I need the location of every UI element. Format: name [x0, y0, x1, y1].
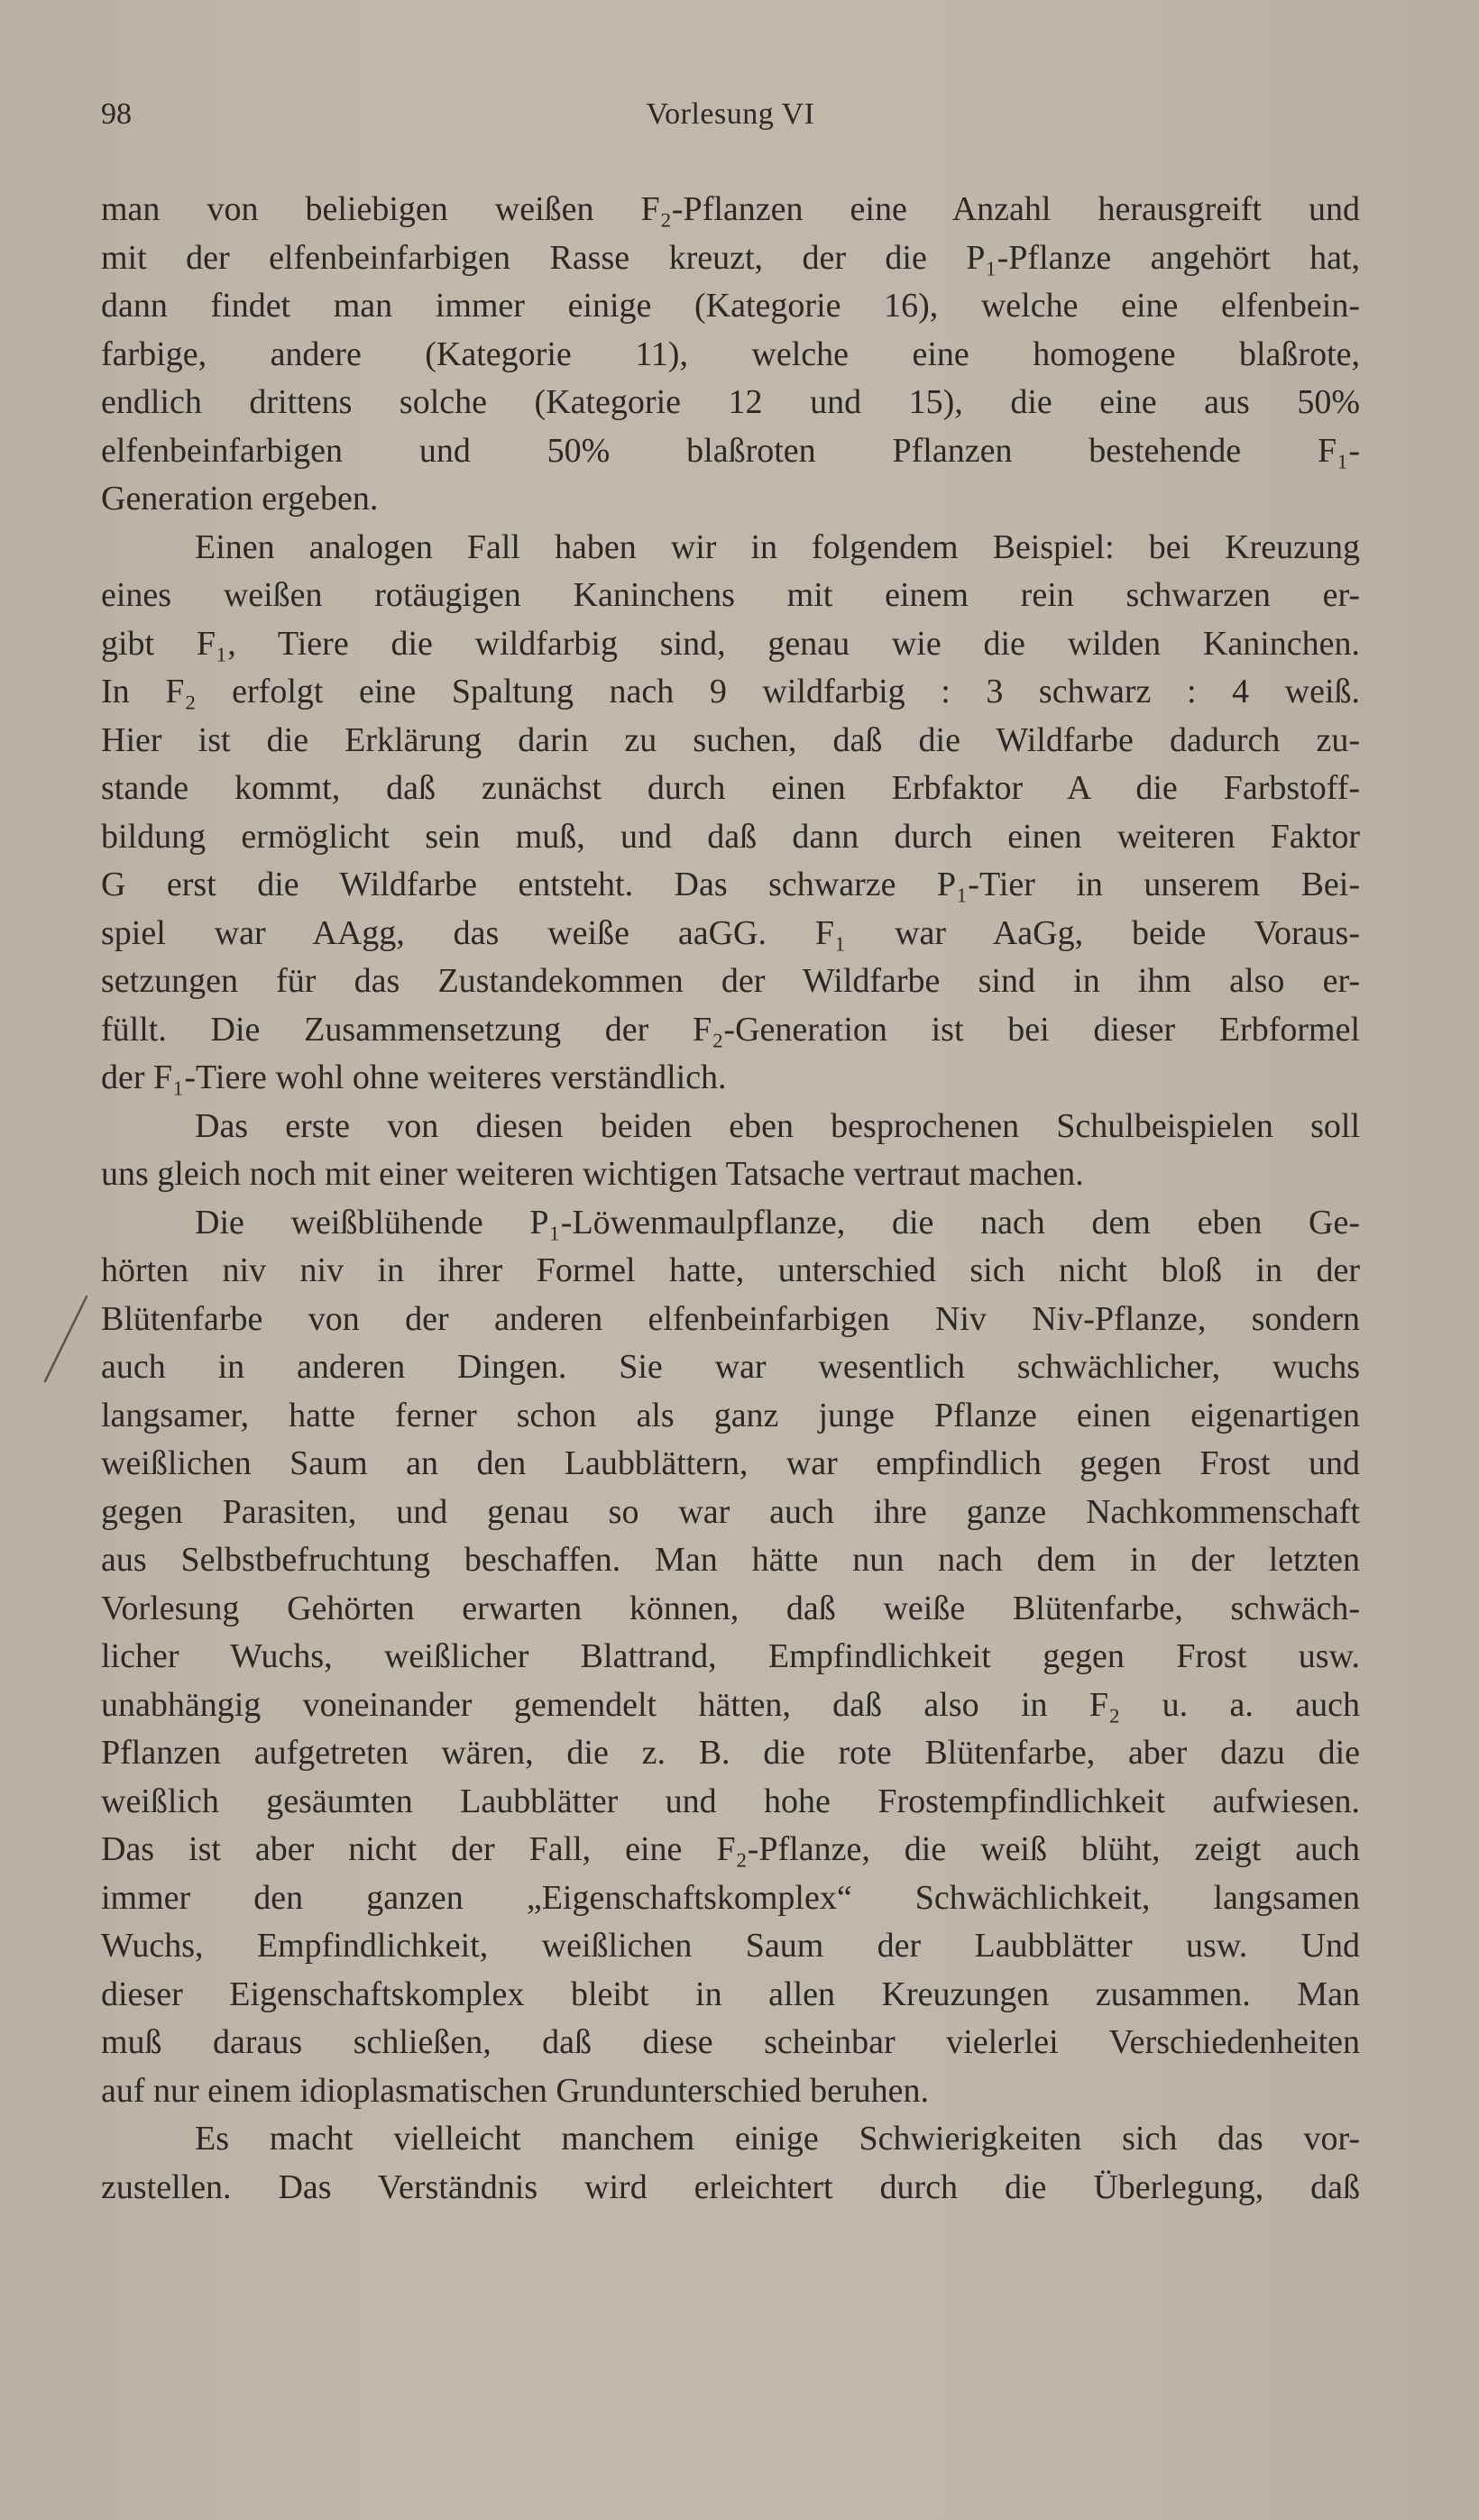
- text-line: weißlichen Saum an den Laubblättern, war empfindlich gegen Frost und: [101, 1444, 1360, 1482]
- text-line: Pflanzen aufgetreten wären, die z. B. die rote Blütenfarbe, aber dazu die: [101, 1734, 1360, 1772]
- text-line: man von beliebigen weißen F₂-Pflanzen eine Anzahl herausgreift und: [101, 190, 1360, 228]
- text-line: gibt F₁, Tiere die wildfarbig sind, genau wie die wilden Kaninchen.: [101, 624, 1360, 663]
- text-line: stande kommt, daß zunächst durch einen Erbfaktor A die Farbstoff-: [101, 769, 1360, 807]
- text-line: hörten niv niv in ihrer Formel hatte, unterschied sich nicht bloß in der: [101, 1251, 1360, 1289]
- text-line: Wuchs, Empfindlichkeit, weißlichen Saum der Laubblätter usw. Und: [101, 1927, 1360, 1965]
- text-line: auf nur einem idioplasmatischen Grundunterschied beruhen.: [101, 2071, 930, 2110]
- paragraph-start-line: Es macht vielleicht manchem einige Schwierigkeiten sich das vor-: [195, 2120, 1360, 2158]
- text-line: elfenbeinfarbigen und 50% blaßroten Pflanzen bestehende F₁-: [101, 431, 1360, 470]
- text-line: In F₂ erfolgt eine Spaltung nach 9 wildfarbig : 3 schwarz : 4 weiß.: [101, 673, 1360, 710]
- text-line: Hier ist die Erklärung darin zu suchen, daß die Wildfarbe dadurch zu-: [101, 720, 1360, 759]
- text-line: immer den ganzen „Eigenschaftskomplex“ Schwächlichkeit, langsamen: [101, 1878, 1360, 1917]
- text-line: weißlich gesäumten Laubblätter und hohe Frostempfindlichkeit aufwiesen.: [101, 1782, 1360, 1820]
- text-line: Generation ergeben.: [101, 480, 379, 518]
- pencil-margin-mark: [40, 1289, 94, 1388]
- text-line: eines weißen rotäugigen Kaninchens mit einem rein schwarzen er-: [101, 576, 1360, 614]
- text-line: füllt. Die Zusammensetzung der F₂-Generation ist bei dieser Erbformel: [101, 1010, 1360, 1049]
- text-line: setzungen für das Zustandekommen der Wildfarbe sind in ihm also er-: [101, 962, 1360, 1000]
- text-line: aus Selbstbefruchtung beschaffen. Man hätte nun nach dem in der letzten: [101, 1541, 1360, 1579]
- paragraph-start-line: Das erste von diesen beiden eben besprochenen Schulbeispielen soll: [195, 1106, 1360, 1145]
- text-line: dann findet man immer einige (Kategorie 16), welche eine elfenbein-: [101, 287, 1360, 325]
- paragraph-start-line: Einen analogen Fall haben wir in folgendem Beispiel: bei Kreuzung: [195, 527, 1360, 566]
- paragraph-start-line: Die weißblühende P₁-Löwenmaulpflanze, die nach dem eben Ge-: [195, 1203, 1360, 1242]
- body-text: [101, 186, 1360, 2212]
- text-line: auch in anderen Dingen. Sie war wesentlich schwächlicher, wuchs: [101, 1348, 1360, 1386]
- text-line: farbige, andere (Kategorie 11), welche eine homogene blaßrote,: [101, 334, 1360, 373]
- text-line: der F₁-Tiere wohl ohne weiteres verständlich.: [101, 1058, 727, 1096]
- text-line: licher Wuchs, weißlicher Blattrand, Empfindlichkeit gegen Frost usw.: [101, 1637, 1360, 1675]
- text-line: endlich drittens solche (Kategorie 12 und 15), die eine aus 50%: [101, 383, 1360, 421]
- text-line: spiel war AAgg, das weiße aaGG. F₁ war AaGg, beide Voraus-: [101, 913, 1360, 952]
- text-line: zustellen. Das Verständnis wird erleichtert durch die Überlegung, daß: [101, 2167, 1360, 2206]
- text-line: langsamer, hatte ferner schon als ganz junge Pflanze einen eigenartigen: [101, 1396, 1360, 1434]
- text-line: gegen Parasiten, und genau so war auch ihre ganze Nachkommenschaft: [101, 1492, 1360, 1531]
- text-line: mit der elfenbeinfarbigen Rasse kreuzt, der die P₁-Pflanze angehört hat,: [101, 238, 1360, 277]
- text-line: unabhängig voneinander gemendelt hätten, daß also in F₂ u. a. auch: [101, 1685, 1360, 1724]
- text-line: dieser Eigenschaftskomplex bleibt in allen Kreuzungen zusammen. Man: [101, 1975, 1360, 2013]
- text-line: uns gleich noch mit einer weiteren wichtigen Tatsache vertraut machen.: [101, 1155, 1084, 1193]
- text-line: Blütenfarbe von der anderen elfenbeinfarbigen Niv Niv-Pflanze, sondern: [101, 1299, 1360, 1338]
- text-line: bildung ermöglicht sein muß, und daß dann durch einen weiteren Faktor: [101, 817, 1360, 856]
- text-line: muß daraus schließen, daß diese scheinbar vielerlei Verschiedenheiten: [101, 2023, 1360, 2061]
- running-title: Vorlesung VI: [646, 97, 815, 131]
- text-line: Das ist aber nicht der Fall, eine F₂-Pflanze, die weiß blüht, zeigt auch: [101, 1830, 1360, 1868]
- text-line: Vorlesung Gehörten erwarten können, daß weiße Blütenfarbe, schwäch-: [101, 1589, 1360, 1627]
- text-line: G erst die Wildfarbe entsteht. Das schwarze P₁-Tier in unserem Bei-: [101, 866, 1360, 903]
- page-number: 98: [101, 97, 132, 131]
- page-header: [101, 97, 1360, 151]
